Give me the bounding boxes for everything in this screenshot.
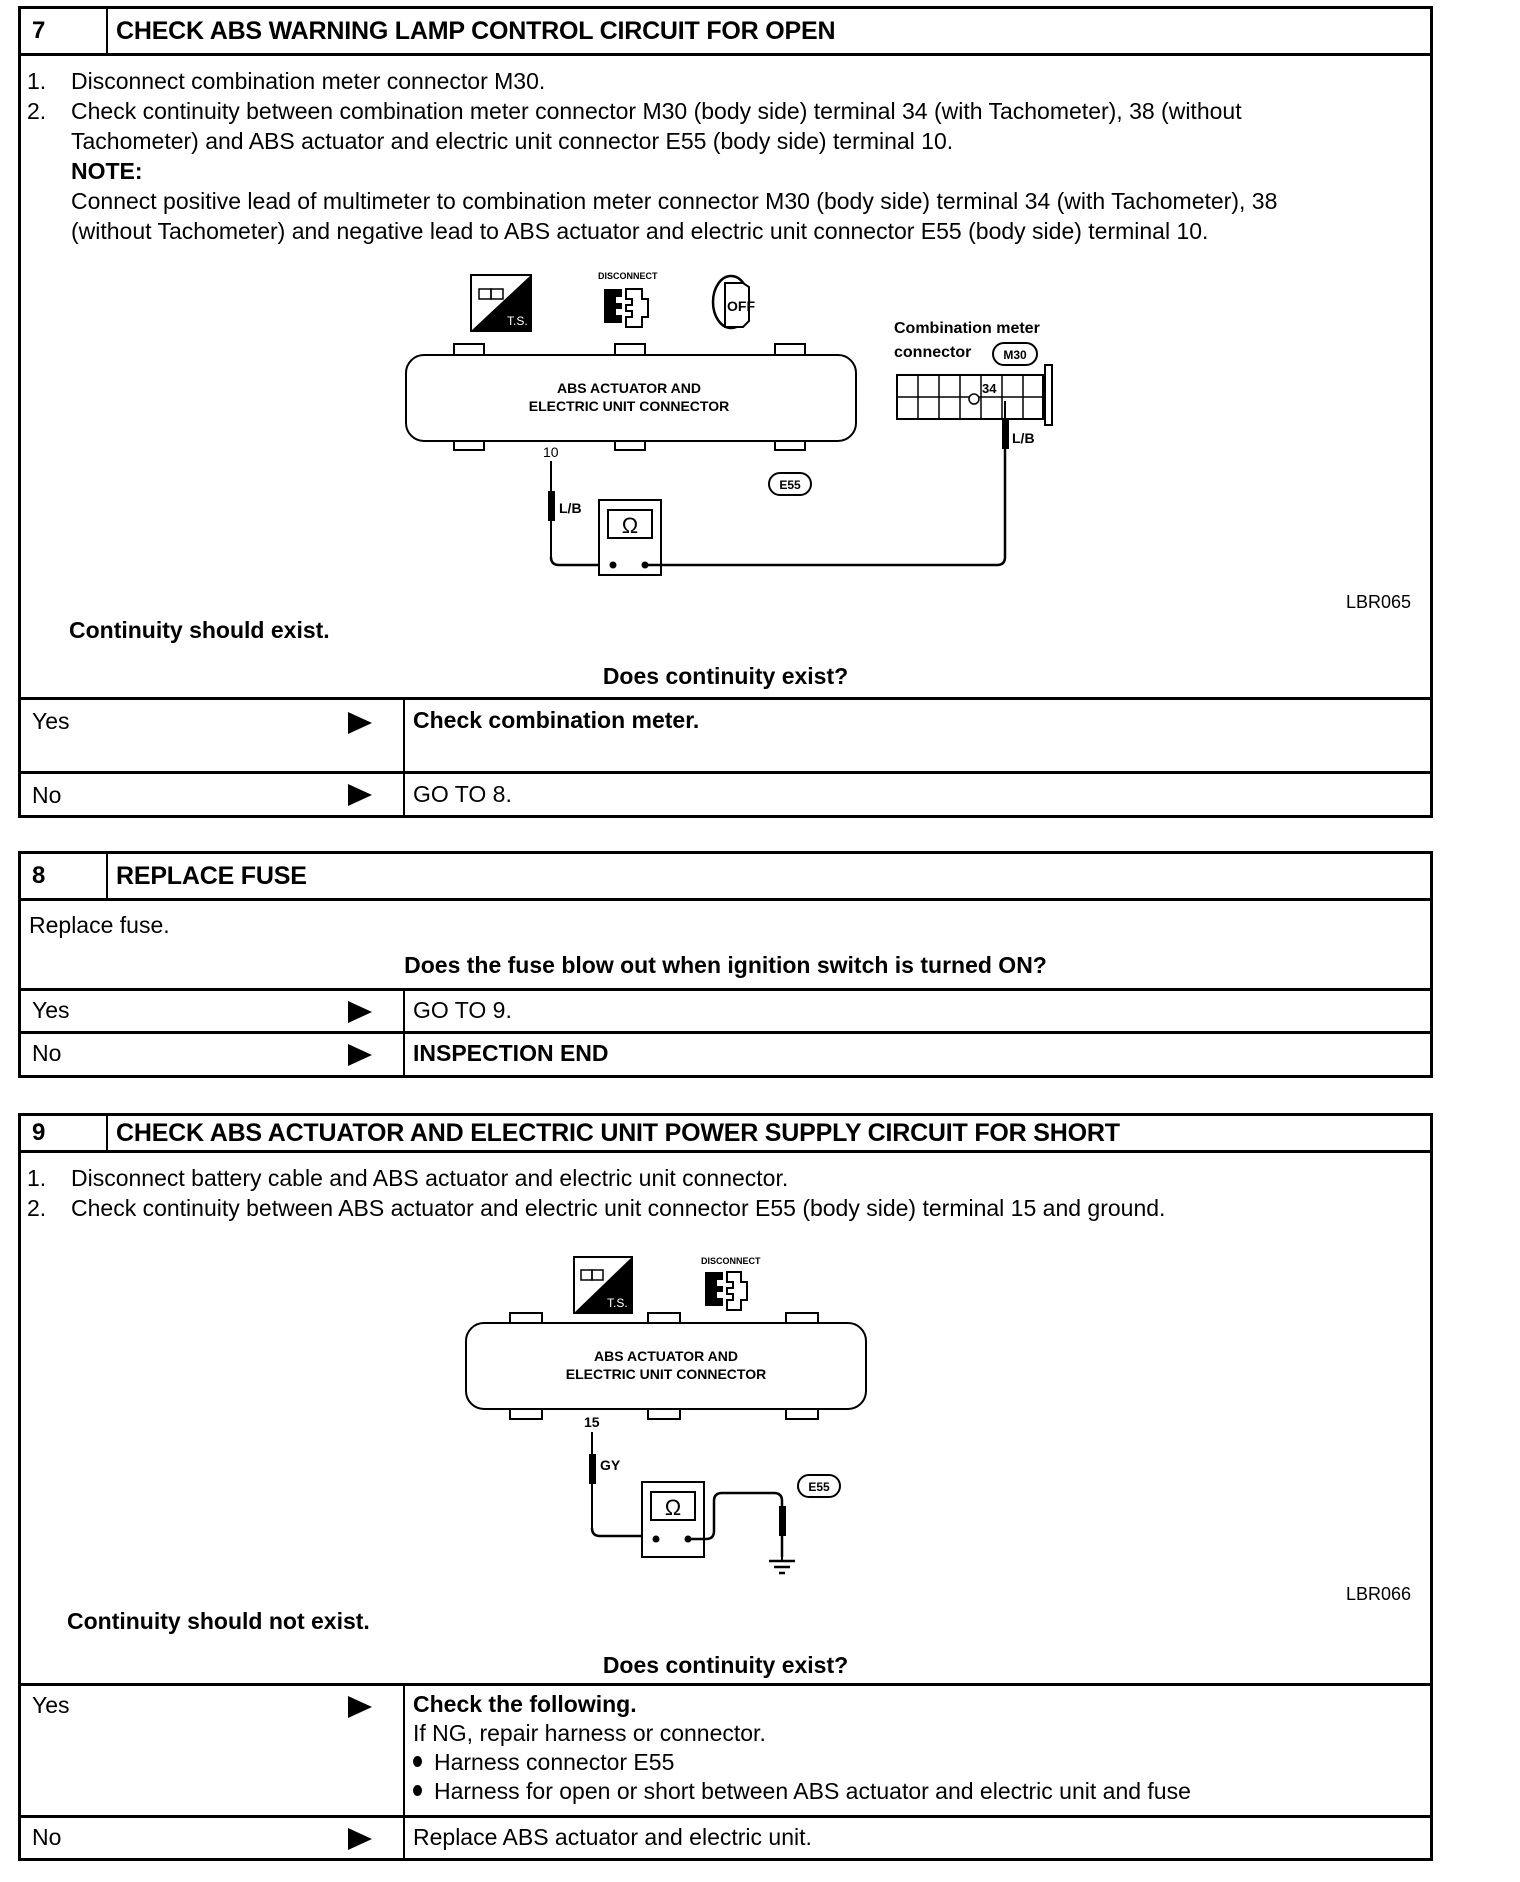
note-label: NOTE: <box>71 158 143 184</box>
svg-text:DISCONNECT: DISCONNECT <box>598 271 658 281</box>
ts-icon <box>574 1257 632 1313</box>
step-list-item: 2. Check continuity between combination meter connector M30 (body side) terminal 34 (with Tachometer), 38 (without <box>27 98 1242 124</box>
step-title: CHECK ABS ACTUATOR AND ELECTRIC UNIT POWER SUPPLY CIRCUIT FOR SHORT <box>116 1118 1120 1147</box>
step-list-item: 2. Check continuity between ABS actuator and electric unit connector E55 (body side) terminal 15 and ground. <box>27 1195 1166 1221</box>
svg-text:ABS ACTUATOR AND: ABS ACTUATOR AND <box>557 380 701 396</box>
svg-text:15: 15 <box>584 1414 600 1430</box>
step-7-box: 7 CHECK ABS WARNING LAMP CONTROL CIRCUIT FOR OPEN 1. Disconnect combination meter connector M30. 2. Check continuity between combination meter connector M30 (body side) terminal 34 (with Tachometer), 38 (without Tachometer) and ABS actuator and electric unit connector E55 (body side) terminal 10. NOTE: Connect positive lead of multimeter to combination meter connector M30 (body side) terminal 34 (with Tachometer), 38 (without Tachometer) and negative lead to ABS actuator and electric unit connector E55 (body side) terminal 10. T.S. DISCONNECT OFF ABS ACTUATOR AND ELECTRIC UNIT CONNECTOR 10 L/B Ω E55 Combination meter connector M30 34 L/B LBR065 Continuity should exist. Does continuity exist? Yes Check combination meter. No GO TO 8. <box>18 6 1433 818</box>
disconnect-icon <box>701 1256 761 1310</box>
answer-row-no[interactable] <box>21 1815 1430 1858</box>
arrow-right-icon <box>348 1044 372 1066</box>
figure-code: LBR066 <box>1346 1584 1412 1604</box>
answer-row-no[interactable] <box>21 771 1430 815</box>
bullet-item: Harness for open or short between ABS actuator and electric unit and fuse <box>413 1776 1191 1806</box>
answer-row-yes[interactable] <box>21 988 1430 1031</box>
answer-result: Check combination meter. <box>413 707 700 733</box>
connector-id-badge <box>798 1475 840 1497</box>
step-title: CHECK ABS WARNING LAMP CONTROL CIRCUIT FOR OPEN <box>116 16 836 45</box>
answer-row-no[interactable] <box>21 1031 1430 1075</box>
bullet-icon <box>413 1756 422 1767</box>
answer-result: GO TO 9. <box>413 997 512 1023</box>
svg-text:E55: E55 <box>808 1480 830 1494</box>
circuit-diagram-lbr066 <box>21 1116 1433 1636</box>
svg-text:Ω: Ω <box>621 513 639 538</box>
answer-label: No <box>32 782 62 808</box>
ohmmeter-icon <box>642 1482 704 1557</box>
arrow-right-icon <box>348 1696 372 1718</box>
answer-row-yes[interactable] <box>21 697 1430 771</box>
svg-text:T.S.: T.S. <box>507 314 528 328</box>
svg-text:GY: GY <box>600 1457 621 1473</box>
note-text: Connect positive lead of multimeter to combination meter connector M30 (body side) terminal 34 (with Tachometer), 38 <box>71 188 1278 214</box>
step-number: 8 <box>21 854 108 898</box>
arrow-right-icon <box>348 1001 372 1023</box>
m30-connector-face <box>897 365 1052 425</box>
svg-text:L/B: L/B <box>1012 430 1035 446</box>
answer-result: GO TO 8. <box>413 781 512 807</box>
svg-text:Combination meter: Combination meter <box>894 320 1040 337</box>
ts-icon <box>471 275 531 331</box>
note-text: (without Tachometer) and negative lead to ABS actuator and electric unit connector E55 (body side) terminal 10. <box>71 218 1209 244</box>
answer-label: No <box>32 1824 62 1850</box>
step-list-item: 1. Disconnect battery cable and ABS actuator and electric unit connector. <box>27 1165 789 1191</box>
bullet-icon <box>413 1785 422 1796</box>
step-title: REPLACE FUSE <box>116 861 307 890</box>
svg-text:L/B: L/B <box>559 500 582 516</box>
disconnect-icon <box>598 271 658 327</box>
svg-text:Ω: Ω <box>664 1495 682 1520</box>
ignition-off-icon <box>713 276 755 328</box>
spec-text: Continuity should exist. <box>69 617 330 643</box>
answer-row-yes[interactable] <box>21 1683 1430 1815</box>
bullet-item: Harness connector E55 <box>413 1747 674 1777</box>
arrow-right-icon <box>348 1828 372 1850</box>
svg-text:ELECTRIC UNIT CONNECTOR: ELECTRIC UNIT CONNECTOR <box>528 398 730 414</box>
answer-result-line: If NG, repair harness or connector. <box>413 1720 766 1746</box>
svg-text:ELECTRIC UNIT CONNECTOR: ELECTRIC UNIT CONNECTOR <box>565 1366 767 1382</box>
arrow-right-icon <box>348 784 372 806</box>
svg-text:34: 34 <box>982 381 997 396</box>
connector-id-badge <box>769 473 811 495</box>
ground-icon <box>769 1536 795 1573</box>
svg-text:T.S.: T.S. <box>607 1296 628 1310</box>
svg-text:ABS ACTUATOR AND: ABS ACTUATOR AND <box>594 1348 738 1364</box>
answer-label: Yes <box>32 997 70 1023</box>
step-number: 7 <box>21 9 108 53</box>
svg-text:DISCONNECT: DISCONNECT <box>701 1256 761 1266</box>
step-list-item: 1. Disconnect combination meter connector M30. <box>27 68 546 94</box>
answer-label: No <box>32 1040 62 1066</box>
svg-text:10: 10 <box>543 444 559 460</box>
spec-text: Continuity should not exist. <box>67 1608 370 1634</box>
m30-badge <box>993 343 1037 365</box>
step-8-header <box>21 854 1430 901</box>
step-9-box <box>18 1113 1433 1861</box>
svg-text:connector: connector <box>894 344 972 361</box>
answer-result: Replace ABS actuator and electric unit. <box>413 1824 812 1850</box>
figure-code: LBR065 <box>1346 592 1412 612</box>
answer-result-title: Check the following. <box>413 1691 637 1717</box>
svg-text:OFF: OFF <box>727 298 755 314</box>
question-text: Does the fuse blow out when ignition switch is turned ON? <box>404 952 1047 978</box>
svg-text:E55: E55 <box>779 478 801 492</box>
answer-result: INSPECTION END <box>413 1040 609 1066</box>
step-8-box <box>18 851 1433 1078</box>
question-text: Does continuity exist? <box>602 663 849 689</box>
arrow-right-icon <box>348 712 372 734</box>
circuit-diagram-lbr065 <box>21 9 1433 609</box>
answer-label: Yes <box>32 1692 70 1718</box>
step-body: Replace fuse. <box>29 912 170 938</box>
answer-label: Yes <box>32 708 70 734</box>
svg-text:M30: M30 <box>1003 348 1027 362</box>
step-number: 9 <box>21 1116 108 1150</box>
question-text: Does continuity exist? <box>602 1652 849 1678</box>
